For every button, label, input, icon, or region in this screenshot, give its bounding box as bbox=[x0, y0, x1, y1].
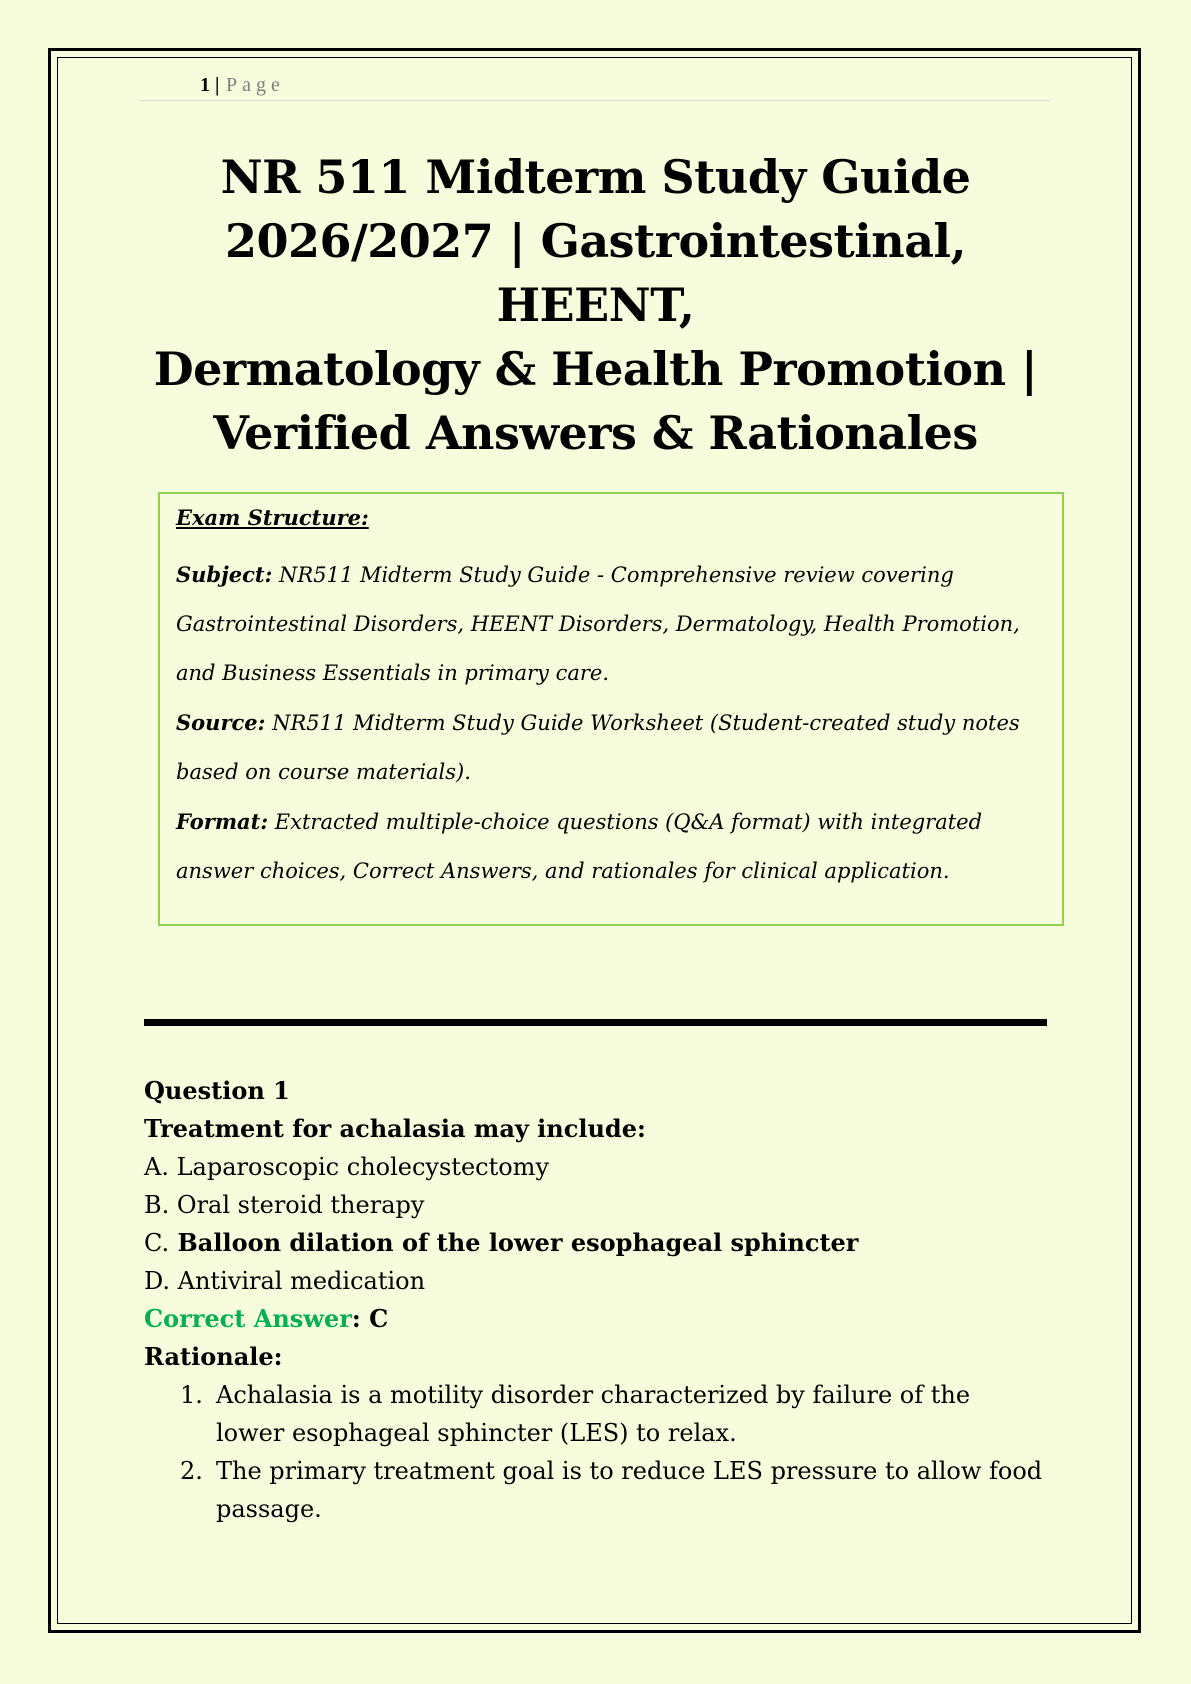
correct-answer-label: Correct Answer bbox=[144, 1304, 352, 1333]
page-word: Page bbox=[226, 74, 285, 96]
section-divider bbox=[144, 1019, 1047, 1026]
question-number: Question 1 bbox=[144, 1076, 290, 1105]
correct-answer-value: C bbox=[360, 1304, 389, 1333]
rationale-number: 2. bbox=[180, 1457, 203, 1485]
rationale-item bbox=[180, 1376, 1044, 1452]
page-header bbox=[140, 70, 1050, 101]
question-prompt: Treatment for achalasia may include: bbox=[144, 1114, 646, 1143]
option-letter: D. bbox=[144, 1267, 171, 1295]
answer-option-d bbox=[144, 1262, 1044, 1300]
format-label: Format: bbox=[176, 809, 269, 834]
title-line: 2026/2027 | Gastrointestinal, HEENT, bbox=[224, 214, 967, 332]
format-text: Extracted multiple-choice questions (Q&A format) with integrated answer choices, Correct Answers, and rationales for clinical application. bbox=[176, 810, 983, 883]
option-text-correct: Balloon dilation of the lower esophageal sphincter bbox=[169, 1228, 859, 1257]
subject-text: NR511 Midterm Study Guide - Comprehensive review covering Gastrointestinal Disorders, HEENT Disorders, Dermatology, Health Promotion, and Business Essentials in primary care. bbox=[176, 563, 1020, 685]
correct-answer-separator: : bbox=[351, 1304, 361, 1333]
source-text: NR511 Midterm Study Guide Worksheet (Student-created study notes based on course materials). bbox=[176, 711, 1020, 784]
option-text: Oral steroid therapy bbox=[169, 1191, 425, 1219]
option-letter: B. bbox=[144, 1191, 170, 1219]
exam-subject bbox=[176, 550, 1046, 698]
rationale-item bbox=[180, 1452, 1044, 1528]
rationale-text: The primary treatment goal is to reduce LES pressure to allow food passage. bbox=[216, 1457, 1043, 1523]
title-line: Dermatology & Health Promotion | bbox=[153, 342, 1038, 396]
page-number: 1 | bbox=[200, 74, 220, 96]
page-title bbox=[120, 145, 1071, 465]
title-line: Verified Answers & Rationales bbox=[213, 406, 978, 460]
option-letter: C. bbox=[144, 1229, 170, 1257]
rationale-list bbox=[144, 1376, 1044, 1528]
exam-structure-heading: Exam Structure: bbox=[176, 505, 369, 530]
question-block bbox=[144, 1072, 1044, 1528]
answer-option-a bbox=[144, 1148, 1044, 1186]
option-letter: A. bbox=[144, 1153, 169, 1181]
exam-format bbox=[176, 797, 1046, 896]
source-label: Source: bbox=[176, 710, 266, 735]
answer-option-c bbox=[144, 1224, 1044, 1262]
rationale-label: Rationale: bbox=[144, 1342, 283, 1371]
exam-structure-box bbox=[158, 492, 1064, 926]
option-text: Laparoscopic cholecystectomy bbox=[168, 1153, 549, 1181]
title-line: NR 511 Midterm Study Guide bbox=[220, 150, 971, 204]
rationale-number: 1. bbox=[180, 1381, 203, 1409]
correct-answer bbox=[144, 1300, 1044, 1338]
exam-source bbox=[176, 698, 1046, 797]
subject-label: Subject: bbox=[176, 562, 273, 587]
answer-option-b bbox=[144, 1186, 1044, 1224]
option-text: Antiviral medication bbox=[170, 1267, 426, 1295]
rationale-text: Achalasia is a motility disorder characterized by failure of the lower esophageal sphincter (LES) to relax. bbox=[216, 1381, 971, 1447]
